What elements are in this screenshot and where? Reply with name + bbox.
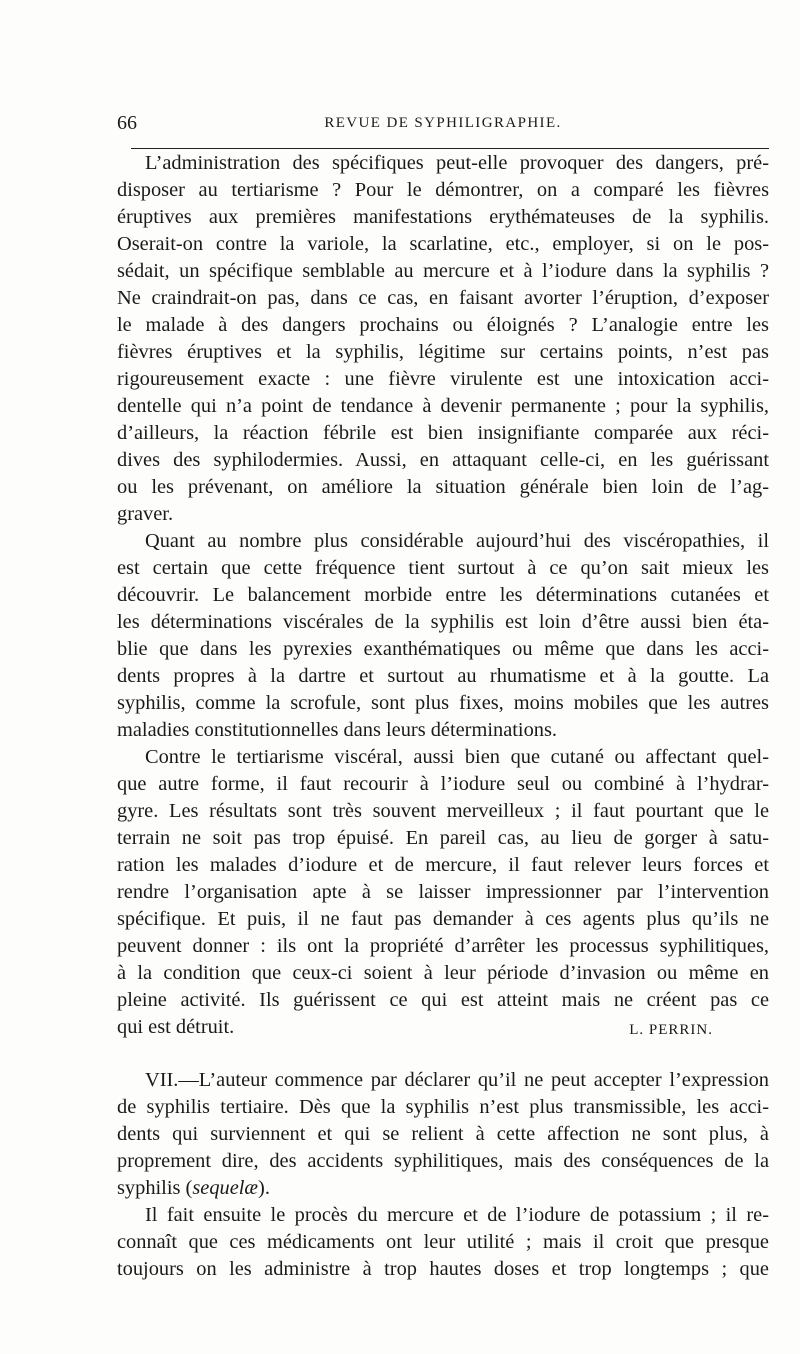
text-line: ration les malades d’iodure et de mercure, il faut relever leurs forces et (117, 854, 769, 876)
text-line: Oserait-on contre la variole, la scarlatine, etc., employer, si on le pos- (117, 233, 769, 255)
text-line: ou les prévenant, on améliore la situation générale bien loin de l’ag- (117, 476, 769, 498)
page-header (117, 112, 769, 138)
text-line: d’ailleurs, la réaction fébrile est bien insignifiante comparée aux réci- (117, 422, 769, 444)
paragraph (117, 528, 769, 744)
text-line: maladies constitutionnelles dans leurs déterminations. (117, 719, 558, 741)
text-line: dents propres à la dartre et surtout au rhumatisme et à la goutte. La (117, 665, 769, 687)
signature-line (117, 1014, 769, 1041)
text-line: dentelle qui n’a point de tendance à devenir permanente ; pour la syphilis, (117, 395, 769, 417)
text-line: dents qui surviennent et qui se relient à cette affection ne sont plus, à (117, 1123, 769, 1145)
paragraph (117, 150, 769, 528)
text-line: terrain ne soit pas trop épuisé. En pareil cas, au lieu de gorger à satu- (117, 827, 769, 849)
text-fragment: syphilis ( (117, 1177, 193, 1199)
italic-term: sequelæ (192, 1177, 259, 1199)
text-line: blie que dans les pyrexies exanthématiques ou même que dans les acci- (117, 638, 769, 660)
text-line: Quant au nombre plus considérable aujourd’hui des viscéropathies, il (145, 530, 769, 552)
text-line: fièvres éruptives et la syphilis, légitime sur certains points, n’est pas (117, 341, 769, 363)
paragraph (117, 1067, 769, 1202)
text-line: syphilis, comme la scrofule, sont plus fixes, moins mobiles que les autres (117, 692, 769, 714)
paragraph (117, 744, 769, 1041)
text-line: toujours on les administre à trop hautes doses et trop longtemps ; que (117, 1258, 769, 1280)
paragraph (117, 1202, 769, 1283)
text-line: à la condition que ceux-ci soient à leur période d’invasion ou même en (117, 962, 769, 984)
text-line: gyre. Les résultats sont très souvent merveilleux ; il faut pourtant que le (117, 800, 769, 822)
text-line: Il fait ensuite le procès du mercure et de l’iodure de potassium ; il re- (145, 1204, 769, 1226)
text-line: rigoureusement exacte : une fièvre virulente est une intoxication acci- (117, 368, 769, 390)
text-line: disposer au tertiarisme ? Pour le démontrer, on a comparé les fièvres (117, 179, 769, 201)
text-line: est certain que cette fréquence tient surtout à ce qu’on sait mieux les (117, 557, 769, 579)
text-line: découvrir. Le balancement morbide entre les déterminations cutanées et (117, 584, 769, 606)
text-line: spécifique. Et puis, il ne faut pas demander à ces agents plus qu’ils ne (117, 908, 769, 930)
text-line: Contre le tertiarisme viscéral, aussi bien que cutané ou affectant quel- (145, 746, 769, 768)
text-line: peuvent donner : ils ont la propriété d’arrêter les processus syphilitiques, (117, 935, 769, 957)
text-line: dives des syphilodermies. Aussi, en attaquant celle-ci, en les guérissant (117, 449, 769, 471)
text-fragment: ). (258, 1177, 270, 1199)
text-line: éruptives aux premières manifestations erythémateuses de la syphilis. (117, 206, 769, 228)
text-line: de syphilis tertiaire. Dès que la syphilis n’est plus transmissible, les acci- (117, 1096, 769, 1118)
text-line: sédait, un spécifique semblable au mercure et à l’iodure dans la syphilis ? (117, 260, 769, 282)
text-line (117, 1175, 769, 1202)
author-signature: L. PERRIN. (629, 1022, 713, 1038)
text-line: rendre l’organisation apte à se laisser impressionner par l’intervention (117, 881, 769, 903)
text-line: graver. (117, 503, 174, 525)
page-number: 66 (117, 112, 137, 134)
text-line: Ne craindrait-on pas, dans ce cas, en faisant avorter l’éruption, d’exposer (117, 287, 769, 309)
text-line: les déterminations viscérales de la syphilis est loin d’être aussi bien éta- (117, 611, 769, 633)
section-gap (117, 1041, 769, 1067)
running-title: REVUE DE SYPHILIGRAPHIE. (324, 115, 562, 131)
text-line: pleine activité. Ils guérissent ce qui est atteint mais ne créent pas ce (117, 989, 769, 1011)
text-line: le malade à des dangers prochains ou éloignés ? L’analogie entre les (117, 314, 769, 336)
text-line: L’administration des spécifiques peut-elle provoquer des dangers, pré- (145, 152, 769, 174)
text-line: proprement dire, des accidents syphilitiques, mais des conséquences de la (117, 1150, 769, 1172)
text-line: que autre forme, il faut recourir à l’iodure seul ou combiné à l’hydrar- (117, 773, 769, 795)
text-line: VII.—L’auteur commence par déclarer qu’il ne peut accepter l’expression (145, 1069, 769, 1091)
text-line: qui est détruit. (117, 1016, 235, 1038)
body-text (117, 150, 769, 1283)
text-line: connaît que ces médicaments ont leur utilité ; mais il croit que presque (117, 1231, 769, 1253)
header-rule (131, 148, 769, 149)
